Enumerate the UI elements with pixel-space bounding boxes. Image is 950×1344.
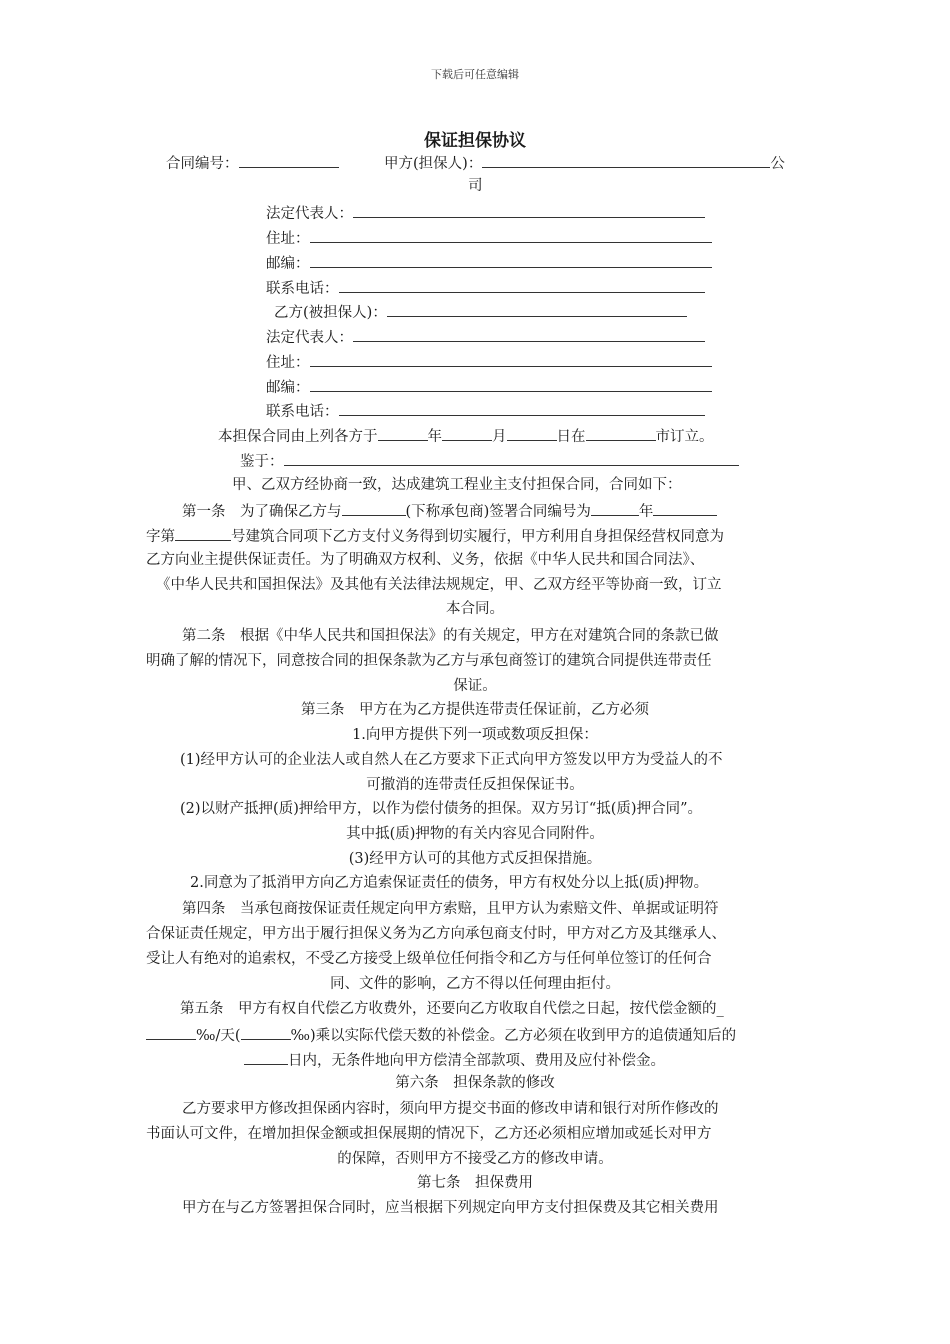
a1-text-1a: 第一条 为了确保乙方与 [182, 504, 342, 520]
party-a-suffix-wrap: 司 [468, 178, 483, 194]
b-tel-line [266, 401, 705, 421]
article-6-title: 第六条 担保条款的修改 [395, 1075, 555, 1091]
signing-city-field [586, 426, 656, 441]
article-7-line-1: 甲方在与乙方签署担保合同时，应当根据下列规定向甲方支付担保费及其它相关费用 [182, 1200, 719, 1216]
article-4-line-2: 合保证责任规定，甲方出于履行担保义务为乙方向承包商支付时，甲方对乙方及其继承人、 [146, 926, 726, 942]
signing-text-3: 月 [492, 429, 507, 445]
a5-days-field [244, 1050, 288, 1065]
article-6-line-3: 的保障，否则甲方不接受乙方的修改申请。 [337, 1151, 613, 1167]
signing-text-1: 本担保合同由上列各方于 [218, 429, 378, 445]
article-5-line-1: 第五条 甲方有权自代偿乙方收费外，还要向乙方收取自代偿之日起，按代偿金额的_ [180, 1001, 724, 1017]
article-3-line-4: 可撤消的连带责任反担保保证书。 [366, 777, 584, 793]
contract-no-field [239, 153, 339, 168]
article-1-line-5: 本合同。 [446, 601, 504, 617]
a5-text-2a: ‰/天( [196, 1028, 241, 1044]
whereas-line [240, 451, 739, 471]
a-tel-label: 联系电话： [266, 281, 339, 297]
a5-rate-field-2 [241, 1025, 291, 1040]
party-a-suffix: 公 [770, 156, 785, 172]
a-zip-line [266, 253, 712, 273]
article-1-line-4: 《中华人民共和国担保法》及其他有关法律法规规定，甲、乙双方经平等协商一致，订立 [156, 577, 722, 593]
article-1-line-2 [146, 526, 724, 546]
a-addr-label: 住址： [266, 231, 310, 247]
a5-rate-field [146, 1025, 196, 1040]
party-b-line [274, 302, 687, 322]
document-title: 保证担保协议 [424, 131, 526, 151]
b-addr-line [266, 352, 712, 372]
a-rep-field [353, 203, 705, 218]
signing-month-field [442, 426, 492, 441]
article-3-line-3: (1)经甲方认可的企业法人或自然人在乙方要求下正式向甲方签发以甲方为受益人的不 [180, 752, 723, 768]
a1-text-2a: 字第 [146, 529, 175, 545]
article-2-line-1: 第二条 根据《中华人民共和国担保法》的有关规定，甲方在对建筑合同的条款已做 [182, 628, 719, 644]
b-addr-field [310, 352, 712, 367]
a-tel-line [266, 278, 705, 298]
whereas-field [284, 451, 739, 466]
article-3-line-5: (2)以财产抵押(质)押给甲方，以作为偿付债务的担保。双方另订“抵(质)押合同”。 [180, 801, 702, 817]
article-6-line-2: 书面认可文件，在增加担保金额或担保展期的情况下，乙方还必须相应增加或延长对甲方 [146, 1126, 712, 1142]
article-2-line-3: 保证。 [453, 678, 497, 694]
b-rep-field [353, 327, 705, 342]
whereas-label: 鉴于： [240, 454, 284, 470]
a1-serial-field [175, 526, 231, 541]
a-tel-field [339, 278, 705, 293]
article-1-line-3: 乙方向业主提供保证责任。为了明确双方权利、义务，依据《中华人民共和国合同法》、 [146, 552, 705, 568]
article-4-line-3: 受让人有绝对的追索权，不受乙方接受上级单位任何指令和乙方与任何单位签订的任何合 [146, 951, 712, 967]
b-zip-field [310, 377, 712, 392]
party-a-line [384, 153, 785, 173]
article-5-line-2 [146, 1025, 736, 1045]
article-3-line-8: 2.同意为了抵消甲方向乙方追索保证责任的债务，甲方有权处分以上抵(质)押物。 [190, 875, 709, 891]
b-tel-field [339, 401, 705, 416]
a1-text-1b: (下称承包商)签署合同编号为 [405, 504, 591, 520]
a1-number-field [591, 501, 639, 516]
article-7-title: 第七条 担保费用 [417, 1175, 533, 1191]
article-5-line-3 [244, 1050, 665, 1070]
b-addr-label: 住址： [266, 355, 310, 371]
article-3-line-6: 其中抵(质)押物的有关内容见合同附件。 [346, 826, 604, 842]
party-a-field [482, 153, 770, 168]
b-rep-line [266, 327, 705, 347]
b-tel-label: 联系电话： [266, 404, 339, 420]
a-rep-label: 法定代表人： [266, 206, 353, 222]
header-note: 下载后可任意编辑 [431, 68, 519, 81]
a-addr-line [266, 228, 712, 248]
signing-text-5: 市订立。 [655, 429, 714, 445]
article-3-line-1: 第三条 甲方在为乙方提供连带责任保证前，乙方必须 [301, 702, 649, 718]
contract-number-line [166, 153, 339, 173]
party-b-field [387, 302, 687, 317]
intro-line: 甲、乙双方经协商一致，达成建筑工程业主支付担保合同，合同如下： [232, 477, 682, 493]
article-1-line-1 [182, 501, 717, 521]
b-zip-label: 邮编： [266, 380, 310, 396]
a-rep-line [266, 203, 705, 223]
b-rep-label: 法定代表人： [266, 330, 353, 346]
a-zip-field [310, 253, 712, 268]
a1-text-2b: 号建筑合同项下乙方支付义务得到切实履行，甲方利用自身担保经营权同意为 [231, 529, 724, 545]
signing-text-2: 年 [427, 429, 442, 445]
party-b-label: 乙方(被担保人)： [274, 305, 387, 321]
party-a-label: 甲方(担保人)： [384, 156, 483, 172]
signing-day-field [507, 426, 557, 441]
article-6-line-1: 乙方要求甲方修改担保函内容时，须向甲方提交书面的修改申请和银行对所作修改的 [182, 1101, 719, 1117]
a-addr-field [310, 228, 712, 243]
a5-text-2b: ‰)乘以实际代偿天数的补偿金。乙方必须在收到甲方的追债通知后的 [290, 1028, 737, 1044]
a5-text-3: 日内，无条件地向甲方偿清全部款项、费用及应付补偿金。 [288, 1053, 665, 1069]
contract-no-label: 合同编号： [166, 156, 239, 172]
a1-contractor-field [342, 501, 406, 516]
article-2-line-2: 明确了解的情况下，同意按合同的担保条款为乙方与承包商签订的建筑合同提供连带责任 [146, 653, 712, 669]
article-3-line-2: 1.向甲方提供下列一项或数项反担保： [352, 727, 598, 743]
signing-text-4: 日在 [556, 429, 586, 445]
article-4-line-4: 同、文件的影响，乙方不得以任何理由拒付。 [330, 976, 620, 992]
signing-line [218, 426, 714, 446]
signing-year-field [378, 426, 428, 441]
a1-text-1c: 年 [638, 504, 654, 520]
a1-year-field [653, 501, 717, 516]
article-3-line-7: (3)经甲方认可的其他方式反担保措施。 [348, 851, 602, 867]
a-zip-label: 邮编： [266, 256, 310, 272]
b-zip-line [266, 377, 712, 397]
article-4-line-1: 第四条 当承包商按保证责任规定向甲方索赔，且甲方认为索赔文件、单据或证明符 [182, 901, 719, 917]
